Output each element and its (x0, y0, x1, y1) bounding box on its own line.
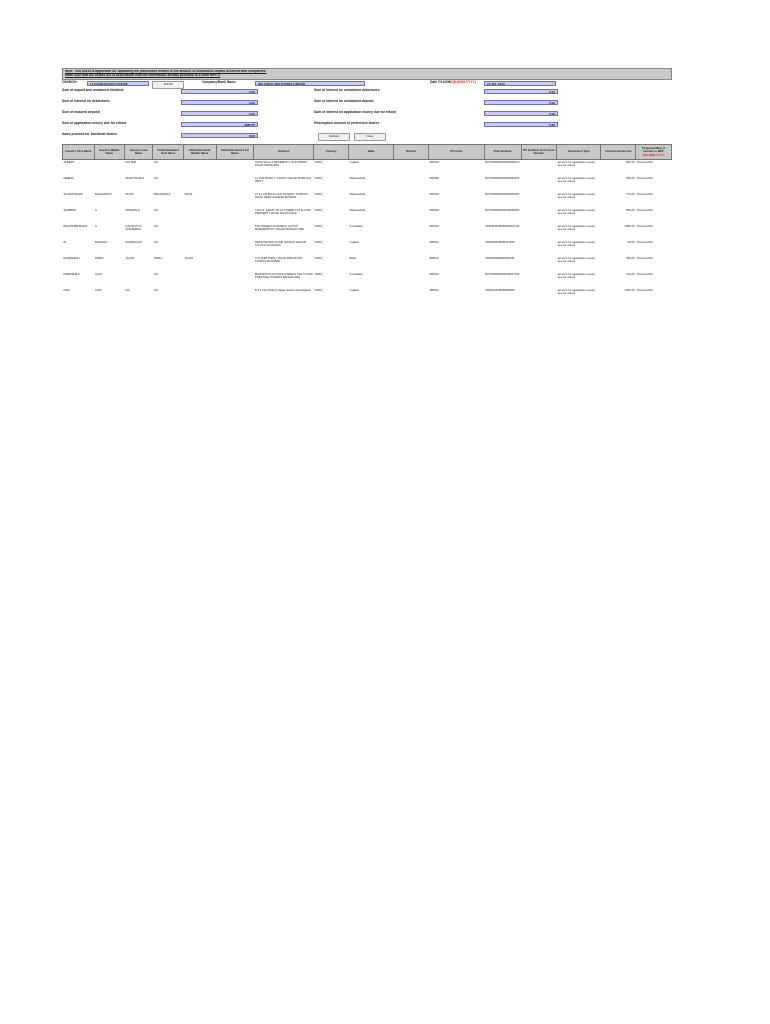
table-cell[interactable]: 400002 (429, 192, 439, 196)
table-cell[interactable] (394, 288, 429, 304)
sum-interest-unmatured-deposit-value[interactable]: 0.00 (484, 100, 558, 105)
table-cell[interactable]: 19-Feb-2019 (636, 176, 653, 180)
column-header (254, 145, 314, 160)
table-cell[interactable] (394, 256, 429, 272)
table-cell[interactable] (394, 192, 429, 208)
table-cell[interactable]: 560001 (429, 272, 439, 276)
table-cell[interactable]: Amount for application money due for refund (557, 160, 595, 168)
table-cell[interactable] (216, 192, 254, 208)
table-cell[interactable]: 1625.00 (624, 288, 635, 292)
column-header-label: Father/Husband Last Name (221, 147, 249, 155)
table-cell[interactable]: SONA VILLA 1 RESIDENCY OLD PADRA ROAD VADODARA (254, 160, 307, 168)
table-cell[interactable]: Amount for application money due for refund (557, 256, 595, 264)
column-header-label: Folio Number (493, 149, 512, 154)
table-cell[interactable]: RIT0100000000000028403 (485, 176, 520, 180)
column-header (557, 145, 601, 160)
redemption-preference-label: Redemption amount of preference shares (314, 121, 380, 125)
table-row (63, 288, 672, 304)
instruction-note (62, 68, 672, 80)
column-header (394, 145, 429, 160)
table-cell[interactable] (183, 176, 216, 192)
column-header-label: State (367, 149, 375, 154)
table-cell[interactable]: INDIA (314, 288, 323, 292)
table-cell[interactable]: 95.00 (627, 240, 635, 244)
table-cell[interactable] (521, 240, 557, 256)
sum-interest-unmatured-debentures-label: Sum of interest on unmatured debentures (314, 88, 380, 92)
sum-application-money-value[interactable]: 4985.00 (181, 122, 258, 127)
table-cell[interactable]: Amount for application money due for refund (557, 208, 595, 216)
column-header-label: Investor Last Name (130, 147, 148, 155)
company-input[interactable]: RELIANCE INDUSTRIES LIMITED (255, 81, 365, 86)
table-cell[interactable]: INDIA (314, 192, 323, 196)
sum-interest-unmatured-deposit-label: Sum of interest on unmatured deposit (314, 99, 374, 103)
column-header (63, 145, 95, 160)
table-row (63, 256, 672, 272)
table-cell[interactable] (521, 176, 557, 192)
table-row (63, 192, 672, 208)
column-header (636, 145, 672, 160)
cin-label: CIN/BCIN (62, 80, 77, 84)
table-cell[interactable]: 19-Feb-2019 (636, 288, 653, 292)
column-header-label: Investor Middle Name (99, 147, 120, 155)
fractional-shares-label: Sales proceed for fractional shares (62, 132, 117, 136)
table-cell[interactable]: 390020 (429, 160, 439, 164)
table-cell[interactable] (94, 160, 125, 177)
table-cell[interactable]: SHABBIR (63, 208, 76, 212)
table-cell[interactable]: 19-Feb-2019 (636, 224, 653, 228)
table-cell[interactable]: NA (153, 288, 158, 292)
table-cell[interactable] (183, 224, 216, 240)
table-cell[interactable]: NEAR PETROL PUMP GANDHI NAGAR TALUKA VAGHODIA (254, 240, 306, 248)
table-cell[interactable]: 400092 (429, 176, 439, 180)
table-row (63, 272, 672, 288)
table-cell[interactable]: Gujarat (349, 160, 359, 164)
table-cell[interactable]: SILVERTHAVAI (63, 192, 83, 196)
table-cell[interactable]: Amount for application money due for refund (557, 176, 595, 184)
table-cell[interactable]: 12 THE ROAD 7 VISHNU NAGAR BORIVALI WEST (254, 176, 312, 184)
column-header (94, 145, 125, 160)
sum-matured-deposit-label: Sum of matured deposit (62, 110, 100, 114)
table-cell[interactable]: INDIA (314, 176, 323, 180)
table-cell[interactable] (216, 240, 254, 256)
column-header-label: Father/Husband Middle Name (189, 147, 211, 155)
table-cell[interactable] (125, 272, 153, 288)
table-cell[interactable] (394, 272, 429, 288)
table-cell[interactable]: 380001 (429, 288, 439, 292)
table-cell[interactable] (216, 288, 254, 304)
table-cell[interactable]: 19-Feb-2019 (636, 208, 653, 212)
table-cell[interactable]: Amount for application money due for refund (557, 192, 595, 200)
table-cell[interactable]: MARKETING DIVISION KERALA 5TH FLOOR PRESTIGE TOWERS BANGALORE (254, 272, 313, 280)
table-cell[interactable]: NA (153, 176, 158, 180)
date-format-hint: (DD-MON-YYYY) (450, 80, 476, 84)
cin-input[interactable]: L17110MH1973PLC019786 (87, 81, 149, 86)
table-cell[interactable] (394, 240, 429, 256)
table-cell[interactable] (216, 272, 254, 288)
sum-interest-application-value[interactable]: 0.00 (484, 111, 558, 116)
table-cell[interactable] (216, 224, 254, 240)
table-cell[interactable] (521, 272, 557, 288)
table-cell[interactable]: S (95, 208, 97, 212)
table-cell[interactable]: SONA (184, 192, 193, 196)
column-header (125, 145, 153, 160)
spreadsheet (62, 68, 672, 296)
table-cell[interactable]: 120.00 (626, 272, 635, 276)
column-header-label: Address (278, 149, 290, 154)
sum-unpaid-dividend-label: Sum of unpaid and unclaimed dividend (62, 88, 124, 92)
column-header (216, 145, 254, 160)
table-cell[interactable]: FALTER (125, 160, 136, 164)
column-header (428, 145, 484, 160)
table-cell[interactable]: 560016 (429, 224, 439, 228)
note-line-2: Make sure that the details are in accordance with the information already provided in e-form IEPF-2 (65, 73, 221, 77)
sum-interest-application-label: Sum of interest on application money due for refund (314, 110, 397, 114)
table-cell[interactable] (183, 272, 216, 288)
table-cell[interactable]: 770.00 (626, 192, 635, 196)
sum-interest-debentures-value[interactable]: 0.00 (181, 100, 258, 105)
table-cell[interactable] (521, 192, 557, 208)
column-header-label: Father/Husband First Name (157, 147, 179, 155)
table-cell[interactable]: INDIA (314, 224, 323, 228)
table-cell[interactable]: Gujarat (349, 240, 359, 244)
column-header (183, 145, 216, 160)
table-cell[interactable]: MEENA (63, 176, 74, 180)
table-cell[interactable]: 27 LA LALBAUG OLD RAILWAY STATION ROAD NEAR GANESH MANDIR (254, 192, 308, 200)
table-cell[interactable]: KALIMUTHU ANNAMMAL (125, 224, 142, 232)
table-cell[interactable] (394, 224, 429, 240)
table-cell[interactable]: NA (153, 208, 158, 212)
table-cell[interactable]: RODNAGAR (125, 240, 142, 244)
table-cell[interactable]: S (95, 224, 97, 228)
table-header-row (63, 145, 672, 160)
table-row (63, 208, 672, 224)
table-cell[interactable] (521, 224, 557, 240)
table-cell[interactable] (183, 208, 216, 224)
redemption-preference-value[interactable]: 0.00 (484, 122, 558, 127)
agm-date-input[interactable]: 21-JUL-2010 (484, 81, 556, 86)
table-cell[interactable]: BHAGWANJI (153, 192, 171, 196)
table-cell[interactable]: Karnataka (349, 272, 363, 276)
table-cell[interactable]: NA (153, 272, 158, 276)
table-cell[interactable]: PIPEWALA (125, 208, 140, 212)
sum-matured-deposit-value[interactable]: 0.00 (181, 111, 258, 116)
sum-interest-unmatured-debentures-value[interactable]: 0.00 (484, 89, 558, 94)
table-cell[interactable]: 19-Feb-2019 (636, 256, 653, 260)
table-cell[interactable]: BHAGWANJI (95, 192, 112, 196)
table-cell[interactable]: RIT0100000000000029460 (485, 192, 520, 196)
table-cell[interactable]: NA (153, 224, 158, 228)
table-cell[interactable]: IN30045000000000011 (485, 256, 515, 260)
table-cell[interactable]: 2095.00 (624, 224, 635, 228)
column-header (153, 145, 184, 160)
validate-button[interactable]: Validate (318, 133, 350, 141)
summary-section (62, 88, 672, 145)
column-header-label: DP Id-Client Id-Account Number (523, 147, 555, 155)
table-cell[interactable] (94, 176, 125, 192)
table-cell[interactable]: NA (125, 288, 130, 292)
column-header-label: Country (325, 149, 337, 154)
table-cell[interactable]: RIT0100000000000047762 (485, 272, 520, 276)
column-header (521, 145, 557, 160)
table-cell[interactable]: INDIA (314, 208, 323, 212)
column-header-label: Pin Code (450, 149, 463, 154)
table-cell[interactable]: SUNI (95, 288, 102, 292)
table-row (63, 224, 672, 240)
table-cell[interactable]: 585.00 (626, 208, 635, 212)
table-row (63, 160, 672, 177)
table-cell[interactable] (521, 160, 557, 177)
table-cell[interactable] (521, 288, 557, 304)
table-cell[interactable]: JALAN (125, 256, 135, 260)
sum-interest-debentures-label: Sum of interest on debentures (62, 99, 110, 103)
table-cell[interactable]: IN30102240000068000 (485, 288, 515, 292)
table-cell[interactable]: INDIA (314, 272, 323, 276)
table-cell[interactable]: IN30039910000001990 (485, 240, 515, 244)
table-cell[interactable]: DIPALI (153, 256, 163, 260)
sum-application-money-label: Sum of application money due for refund (62, 121, 127, 125)
table-cell[interactable]: Gujarat (349, 288, 359, 292)
table-cell[interactable]: ALBERT (63, 160, 75, 164)
table-cell[interactable]: INDIA (314, 160, 323, 164)
clear-button[interactable]: Clear (354, 133, 386, 141)
table-cell[interactable]: 19-Feb-2019 (636, 160, 653, 164)
table-cell[interactable]: Amount for application money due for refund (557, 240, 595, 248)
table-cell[interactable] (216, 176, 254, 192)
table-cell[interactable]: M (63, 240, 66, 244)
table-cell[interactable]: B-5 L Opp Shanty Nagar Sector-Ahmedabad (254, 288, 311, 292)
table-cell[interactable] (183, 240, 216, 256)
table-cell[interactable]: Maharashtra (349, 208, 366, 212)
table-cell[interactable]: RIT0100000000000026070 (485, 160, 520, 164)
table-cell[interactable]: DHARMESH (63, 256, 80, 260)
table-cell[interactable]: 19-Feb-2019 (636, 192, 653, 196)
table-cell[interactable]: JALAN (184, 256, 194, 260)
table-cell[interactable]: Amount for application money due for refund (557, 272, 595, 280)
table-cell[interactable]: ALAN (95, 272, 103, 276)
table-cell[interactable]: 19-Feb-2019 (636, 272, 653, 276)
proposed-date-format-hint: (DD-MON-YYYY) (642, 152, 665, 157)
table-cell[interactable] (394, 176, 429, 192)
table-cell[interactable]: Amount for application money due for refund (557, 224, 595, 232)
table-cell[interactable] (216, 160, 254, 177)
table-cell[interactable]: INDIA (314, 256, 323, 260)
table-cell[interactable] (183, 288, 216, 304)
table-cell[interactable]: 390001 (429, 240, 439, 244)
column-header-label: Investment Type (567, 149, 590, 154)
table-cell[interactable]: 900.00 (626, 160, 635, 164)
note-line-1: Note: This sheet is applicable for uploading the particulars related to the amount of unclaimed/ unpaid dividend with companies. (65, 70, 267, 73)
table-cell[interactable]: 19-Feb-2019 (636, 240, 653, 244)
table-cell[interactable]: 250.00 (626, 176, 635, 180)
header-row (62, 80, 672, 88)
table-cell[interactable]: 828113 (429, 256, 439, 260)
table-cell[interactable]: 5TH STREET ANJANEYA LAYOUT RAMAMURTHY NAGAR BANGALORE (254, 224, 304, 232)
table-cell[interactable]: Maharashtra (349, 176, 366, 180)
fractional-shares-value[interactable]: 0.00 (181, 133, 258, 138)
table-cell[interactable]: 400054 (429, 208, 439, 212)
table-cell[interactable]: RIT0100000000000030650 (485, 208, 520, 212)
table-cell[interactable]: NA (153, 160, 158, 164)
table-cell[interactable] (216, 208, 254, 224)
column-header (349, 145, 394, 160)
table-cell[interactable]: NA (153, 240, 158, 244)
table-cell[interactable] (394, 208, 429, 224)
column-header-label: District (406, 149, 416, 154)
table-cell[interactable]: Karnataka (349, 224, 363, 228)
table-cell[interactable]: DIPALI (95, 256, 104, 260)
table-cell[interactable] (521, 256, 557, 272)
table-cell[interactable] (183, 160, 216, 177)
table-cell[interactable]: SONA (125, 192, 134, 196)
table-cell[interactable]: BUGALIA (95, 240, 108, 244)
table-cell[interactable]: C/O SHRI DIPALI JALAN BIRA ROAD KATRAS DHANBAD (254, 256, 303, 264)
table-cell[interactable]: Maharashtra (349, 192, 366, 196)
date-label (430, 81, 476, 85)
table-cell[interactable] (216, 256, 254, 272)
company-label: Company/Bank Name (202, 80, 236, 84)
sum-unpaid-dividend-value[interactable]: 0.00 (181, 89, 258, 94)
table-row (63, 240, 672, 256)
column-header (484, 145, 521, 160)
date-label-text: Date Of AGM (430, 80, 451, 84)
table-cell[interactable]: 7/4 R.S. DAKAT VILLA TOWER 1ST FLOOR PROPERTY ROAD SANTACRUZ (254, 208, 311, 216)
table-cell[interactable] (394, 160, 429, 177)
prefill-button[interactable]: Pre-fill (152, 81, 184, 89)
column-header-label: Investor First Name (65, 149, 92, 154)
table-cell[interactable]: 390.00 (626, 256, 635, 260)
column-header-label: Amount transferred (605, 149, 632, 154)
column-header (314, 145, 349, 160)
table-cell[interactable] (521, 208, 557, 224)
table-cell[interactable]: SHAHTAGRAL (125, 176, 145, 180)
table-cell[interactable]: IN30023910000000162744 (485, 224, 520, 228)
column-header-label: Proposed Date of transfer to IEPF (641, 146, 666, 154)
table-cell[interactable]: Amount for application money due for refund (557, 288, 595, 296)
table-cell[interactable]: Bihar (349, 256, 357, 260)
column-header (601, 145, 636, 160)
table-row (63, 176, 672, 192)
table-cell[interactable]: ISHA (63, 288, 71, 292)
table-cell[interactable]: BALASUBRAMANI (63, 224, 88, 228)
investor-table (62, 144, 672, 304)
table-cell[interactable]: INDIA (314, 240, 323, 244)
table-cell[interactable]: PREMSHILA (63, 272, 80, 276)
